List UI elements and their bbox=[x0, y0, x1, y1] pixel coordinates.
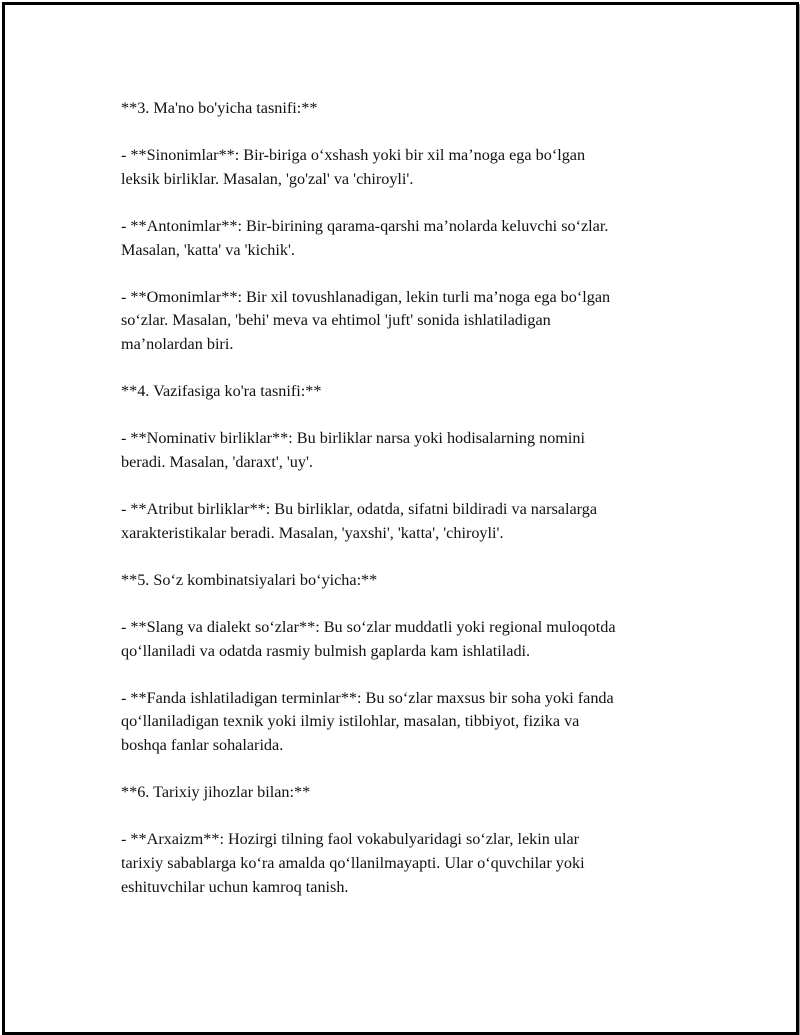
text-line: qo‘llaniladi va odatda rasmiy bulmish gaplarda kam ishlatiladi. bbox=[121, 641, 531, 660]
text-line: eshituvchilar uchun kamroq tanish. bbox=[121, 877, 349, 896]
section-heading bbox=[121, 97, 701, 121]
list-item bbox=[121, 427, 701, 474]
text-line: - **Omonimlar**: Bir xil tovushlanadigan, lekin turli ma’noga ega bo‘lgan bbox=[121, 287, 611, 306]
text-line: - **Fanda ishlatiladigan terminlar**: Bu so‘zlar maxsus bir soha yoki fanda bbox=[121, 688, 614, 707]
text-line: - **Antonimlar**: Bir-birining qarama-qarshi ma’nolarda keluvchi so‘zlar. bbox=[121, 216, 609, 235]
section-heading bbox=[121, 380, 701, 404]
text-line: - **Atribut birliklar**: Bu birliklar, odatda, sifatni bildiradi va narsalarga bbox=[121, 500, 598, 519]
list-item bbox=[121, 286, 701, 357]
list-item bbox=[121, 616, 701, 663]
list-item bbox=[121, 144, 701, 191]
text-line: Masalan, 'katta' va 'kichik'. bbox=[121, 240, 295, 259]
text-line: so‘zlar. Masalan, 'behi' meva va ehtimol 'juft' sonida ishlatiladigan bbox=[121, 311, 551, 330]
document-body bbox=[121, 97, 701, 923]
text-line: ma’nolardan biri. bbox=[121, 334, 234, 353]
text-line: **5. So‘z kombinatsiyalari bo‘yicha:** bbox=[121, 570, 378, 589]
list-item bbox=[121, 828, 701, 899]
text-line: qo‘llaniladigan texnik yoki ilmiy istilohlar, masalan, tibbiyot, fizika va bbox=[121, 712, 580, 731]
text-line: tarixiy sabablarga ko‘ra amalda qo‘llanilmayapti. Ular o‘quvchilar yoki bbox=[121, 854, 585, 872]
list-item bbox=[121, 215, 701, 262]
text-line: leksik birliklar. Masalan, 'go'zal' va 'chiroyli'. bbox=[121, 169, 414, 188]
text-line: **3. Ma'no bo'yicha tasnifi:** bbox=[121, 99, 318, 117]
list-item bbox=[121, 498, 701, 545]
list-item bbox=[121, 687, 701, 758]
text-line: - **Arxaizm**: Hozirgi tilning faol vokabulyaridagi so‘zlar, lekin ular bbox=[121, 830, 580, 849]
document-page bbox=[2, 2, 799, 1035]
text-line: **4. Vazifasiga ko'ra tasnifi:** bbox=[121, 382, 322, 401]
text-line: - **Slang va dialekt so‘zlar**: Bu so‘zlar muddatli yoki regional muloqotda bbox=[121, 618, 616, 637]
section-heading bbox=[121, 569, 701, 593]
text-line: xarakteristikalar beradi. Masalan, 'yaxshi', 'katta', 'chiroyli'. bbox=[121, 523, 504, 542]
text-line: **6. Tarixiy jihozlar bilan:** bbox=[121, 783, 311, 802]
text-line: - **Nominativ birliklar**: Bu birliklar narsa yoki hodisalarning nomini bbox=[121, 429, 585, 448]
section-heading bbox=[121, 781, 701, 805]
text-line: - **Sinonimlar**: Bir-biriga o‘xshash yoki bir xil ma’noga ega bo‘lgan bbox=[121, 146, 586, 165]
text-line: boshqa fanlar sohalarida. bbox=[121, 736, 284, 755]
text-line: beradi. Masalan, 'daraxt', 'uy'. bbox=[121, 452, 313, 471]
